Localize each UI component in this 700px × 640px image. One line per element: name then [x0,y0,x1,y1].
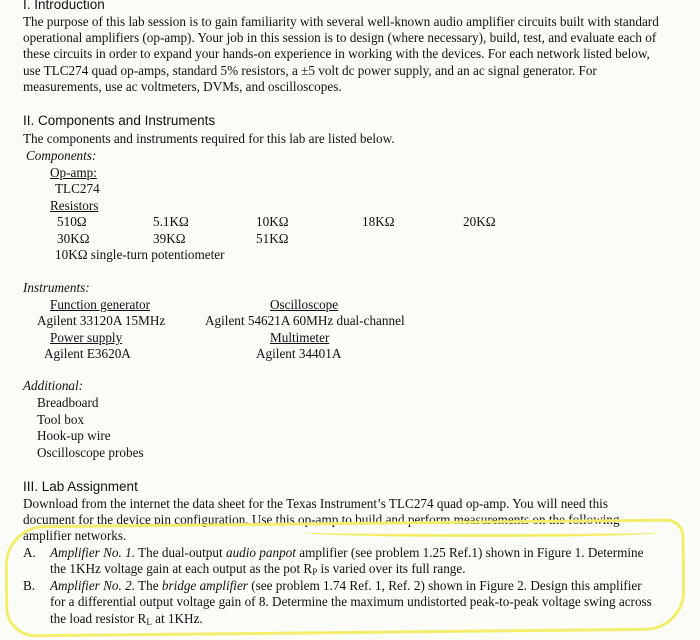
intro-line: measurements, use ac voltmeters, DVMs, and oscilloscopes. [23,78,342,94]
item-a-text: The dual-output [135,545,226,560]
assignment-line: amplifier networks. [23,528,127,544]
item-b-text: (see problem 1.74 Ref. 1, Ref. 2) shown in Figure 2. Design this amplifier [247,578,642,593]
power-supply-label: Power supply [50,330,123,345]
multimeter-value: Agilent 34401A [256,346,342,361]
additional-label: Additional: [23,378,84,393]
additional-item: Breadboard [37,395,99,410]
item-b-line2: for a differential output voltage gain of 8. Determine the maximum undistorted peak-to-peak voltage swing across [50,594,652,609]
item-b-title: Amplifier No. 2. [50,578,135,593]
item-a-text: is varied over its full range. [317,561,466,576]
additional-item: Hook-up wire [37,428,111,443]
item-b-text: The [135,578,162,593]
lab-assignment-heading: III. Lab Assignment [23,479,138,494]
item-a-subscript: P [312,567,318,577]
resistor-value: 510Ω [57,214,87,229]
potentiometer: 10KΩ single-turn potentiometer [55,247,225,262]
intro-line: these circuits in order to expand your hands-on experience in working with the devices. For each network listed below, [23,46,650,62]
assignment-line: Download from the internet the data sheet for the Texas Instrument’s TLC274 quad op-amp. You will need this [23,496,608,511]
components-intro: The components and instruments required for this lab are listed below. [23,131,395,146]
resistor-value: 30KΩ [57,231,90,246]
resistor-value: 39KΩ [153,231,186,246]
instruments-label: Instruments: [23,280,90,295]
assignment-line: document for the device pin configuration. Use this op-amp to build and perform measurements on the following [23,512,620,528]
item-b-marker: B. [23,578,36,593]
components-heading: II. Components and Instruments [23,113,216,128]
intro-line: use TLC274 quad op-amps, standard 5% resistors, a ±5 volt dc power supply, and an ac signal generator. For [23,62,597,78]
additional-item: Tool box [37,412,85,427]
function-generator-label: Function generator [50,297,150,312]
opamp-value: TLC274 [55,181,100,196]
item-b-subscript: L [146,617,152,627]
item-b-text: the load resistor R [50,611,147,626]
resistor-value: 51KΩ [256,231,289,246]
additional-item: Oscilloscope probes [37,445,144,460]
intro-line: The purpose of this lab session is to gain familiarity with several well-known audio amplifier circuits built with standard [23,14,659,29]
multimeter-label: Multimeter [270,330,330,345]
item-a-marker: A. [23,545,36,560]
item-a-text: amplifier (see problem 1.25 Ref.1) shown in Figure 1. Determine [295,545,644,560]
resistor-value: 20KΩ [463,214,496,229]
resistor-value: 5.1KΩ [153,214,189,229]
introduction-paragraph [23,14,659,95]
oscilloscope-label: Oscilloscope [270,297,339,312]
item-a-text: the 1KHz voltage gain at each output as the pot R [50,561,313,576]
opamp-label: Op-amp: [50,165,97,180]
intro-line: operational amplifiers (op-amp). Your job in this session is to design (where necessary), build, test, and evaluate each of [23,30,657,46]
resistor-value: 18KΩ [362,214,395,229]
item-b-text: at 1KHz. [151,611,203,626]
power-supply-value: Agilent E3620A [44,346,131,361]
function-generator-value: Agilent 33120A 15MHz [37,313,166,328]
item-a-title: Amplifier No. 1. [50,545,135,560]
components-label: Components: [26,148,97,163]
item-a-italic: audio panpot [225,545,296,560]
resistors-label: Resistors [50,198,99,213]
introduction-heading: I. Introduction [23,0,105,12]
resistor-value: 10KΩ [256,214,289,229]
oscilloscope-value: Agilent 54621A 60MHz dual-channel [205,313,405,328]
item-b-italic: bridge amplifier [161,578,248,593]
highlight-outline [4,518,685,637]
